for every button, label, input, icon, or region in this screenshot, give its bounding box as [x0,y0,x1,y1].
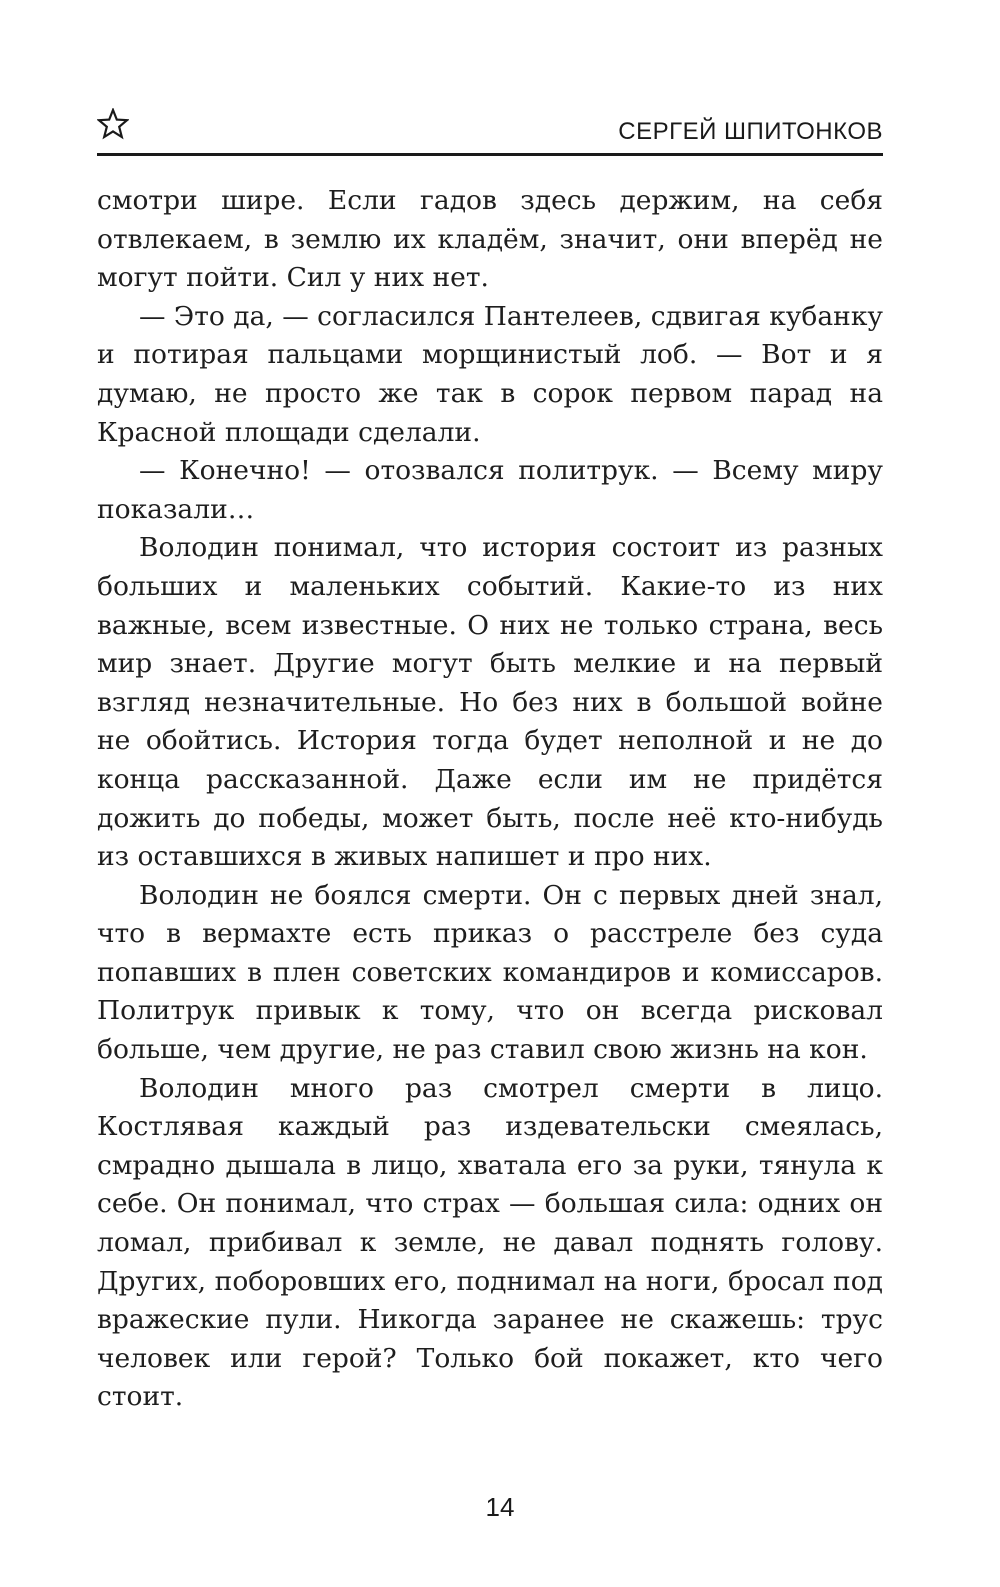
paragraph: Володин не боялся смерти. Он с первых дней знал, что в вермахте есть приказ о расстреле без суда попавших в плен советских командиров и комиссаров. Политрук привык к тому, что он всегда рисковал больше, чем другие, не раз ставил свою жизнь на кон. [97,879,883,1066]
author-name: СЕРГЕЙ ШПИТОНКОВ [618,118,883,145]
page-number: 14 [485,1492,515,1522]
paragraph: — Конечно! — отозвался политрук. — Всему миру показали… [97,455,883,525]
header-rule [97,153,883,156]
paragraph: смотри шире. Если гадов здесь держим, на себя отвлекаем, в землю их кладём, значит, они вперёд не могут пойти. Сил у них нет. [97,185,883,294]
paragraph: Володин понимал, что история состоит из разных больших и маленьких событий. Какие-то из них важные, всем известные. О них не только страна, весь мир знает. Другие могут быть мелкие и на первый взгляд незначительные. Но без них в большой войне не обойтись. История тогда будет неполной и не до конца рассказанной. Даже если им не придётся дожить до победы, может быть, после неё кто-нибудь из оставшихся в живых напишет и про них. [97,532,883,873]
star-outline-icon [97,108,129,140]
running-header [97,108,883,154]
paragraph: — Это да, — согласился Пантелеев, сдвигая кубанку и потирая пальцами морщинистый лоб. — Вот и я думаю, не просто же так в сорок первом парад на Красной площади сделали. [97,300,883,448]
body-text [97,182,883,1417]
paragraph: Володин много раз смотрел смерти в лицо. Костлявая каждый раз издевательски смеялась, смрадно дышала в лицо, хватала его за руки, тянула к себе. Он понимал, что страх — большая сила: одних он ломал, прибивал к земле, не давал поднять голову. Других, поборовших его, поднимал на ноги, бросал под вражеские пули. Никогда заранее не скажешь: трус человек или герой? Только бой покажет, кто чего стоит. [97,1072,883,1413]
